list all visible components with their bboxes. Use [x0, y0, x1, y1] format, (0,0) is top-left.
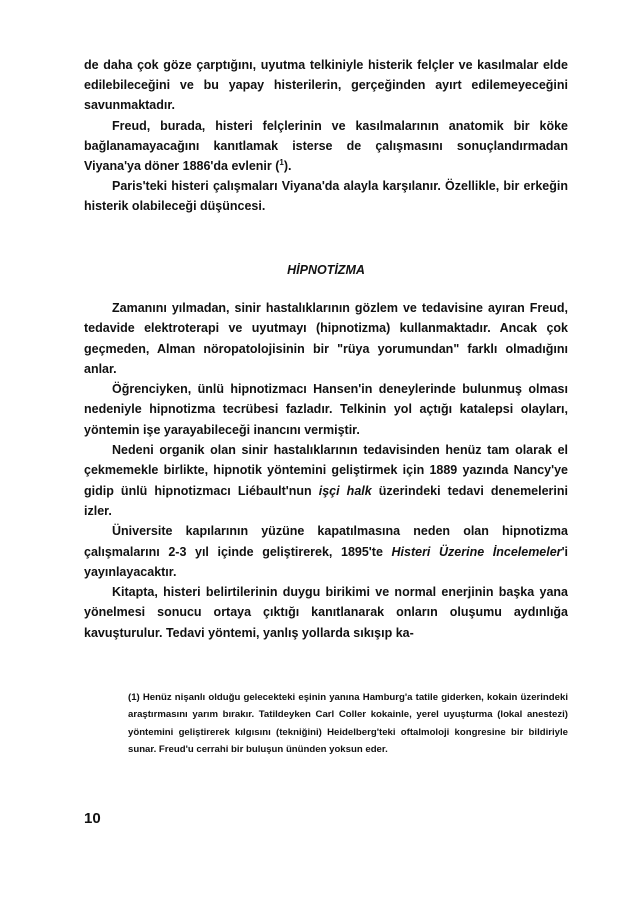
paragraph-continuation: de daha çok göze çarptığını, uyutma telkiniyle histerik felçler ve kasılmalar elde edilebileceğini ve bu yapay histerilerin, gerçeğinden ayırt edilemeyeceğini savunmaktadır. [84, 58, 568, 113]
paragraph-text-end: 'i yayınlayacaktır. [84, 544, 569, 579]
paragraph-text: Freud, burada, histeri felçlerinin ve kasılmalarının anatomik bir köke bağlanamayacağını kanıtlamak isterse de çalışmasını sonuçlandırmadan Viyana'ya döner 1886'da evlenir ( [84, 118, 568, 174]
paragraph-nancy [84, 440, 568, 521]
paragraph-text: Nedeni organik olan sinir hastalıklarının tedavisinden henüz tam olarak el çekmemekle birlikte, hipnotik yöntemini geliştirmek için 1889 yazında Nancy'ye gidip ünlü hipnotizmacı Liébault'nun [84, 443, 568, 498]
paragraph-hansen: Öğrenciyken, ünlü hipnotizmacı Hansen'in deneylerinde bulunmuş olması nedeniyle hipnotizma tecrübesi fazladır. Telkinin yol açtığı katalepsi olayları, yöntemin işe yarayabileceği inancını vermiştir. [84, 382, 568, 437]
paragraph-text-end: üzerindeki tedavi denemelerini izler. [84, 483, 569, 518]
italic-phrase: işçi halk [318, 483, 372, 498]
footnote-text: (1) Henüz nişanlı olduğu gelecekteki eşinin yanına Hamburg'a tatile giderken, kokain üzerindeki araştırmasını yarım bırakır. Tatildeyken Carl Coller kokainle, yerel uyuşturma (lokal anestezi) yöntemini geliştirerek kılgısını (tekniğini) Heidelberg'teki oftalmoloji kongresine bir bildiriyle sunar. Freud'u cerrahi bir buluşun ününden yoksun eder. [128, 692, 568, 755]
paragraph-viyana-reaction: Paris'teki histeri çalışmaları Viyana'da alayla karşılanır. Özellikle, bir erkeğin histerik olabileceği düşüncesi. [84, 179, 568, 214]
section-title: HİPNOTİZMA [287, 263, 365, 277]
paragraph-studies-hysteria [84, 521, 568, 582]
paragraph-book-content: Kitapta, histeri belirtilerinin duygu birikimi ve normal enerjinin başka yana yönelmesi sonucu ortaya çıktığı kanıtlanarak onların oluşumu aydınlığa kavuşturulur. Tedavi yöntemi, yanlış yollarda sıkışıp ka- [84, 585, 568, 640]
body-text-bottom [84, 298, 568, 643]
body-text-top [84, 55, 568, 217]
paragraph-text-end: ). [283, 159, 292, 174]
paragraph-text: Üniversite kapılarının yüzüne kapatılmasına neden olan hipnotizma çalışmalarını 2-3 yıl içinde geliştirerek, 1895'te [84, 524, 568, 559]
footnote [84, 689, 568, 758]
paragraph-hypnosis-intro: Zamanını yılmadan, sinir hastalıklarının gözlem ve tedavisine ayıran Freud, tedavide elektroterapi ve uyutmayı (hipnotizma) kullanmaktadır. Ancak çok geçmeden, Alman nöropatolojisinin bir "rüya yorumundan" farklı olmadığını anlar. [84, 301, 568, 376]
paragraph-freud-paris [84, 116, 568, 177]
book-title: Histeri Üzerine İncelemeler [391, 544, 562, 559]
page-number: 10 [84, 810, 101, 827]
footnote-reference: 1 [279, 157, 284, 167]
